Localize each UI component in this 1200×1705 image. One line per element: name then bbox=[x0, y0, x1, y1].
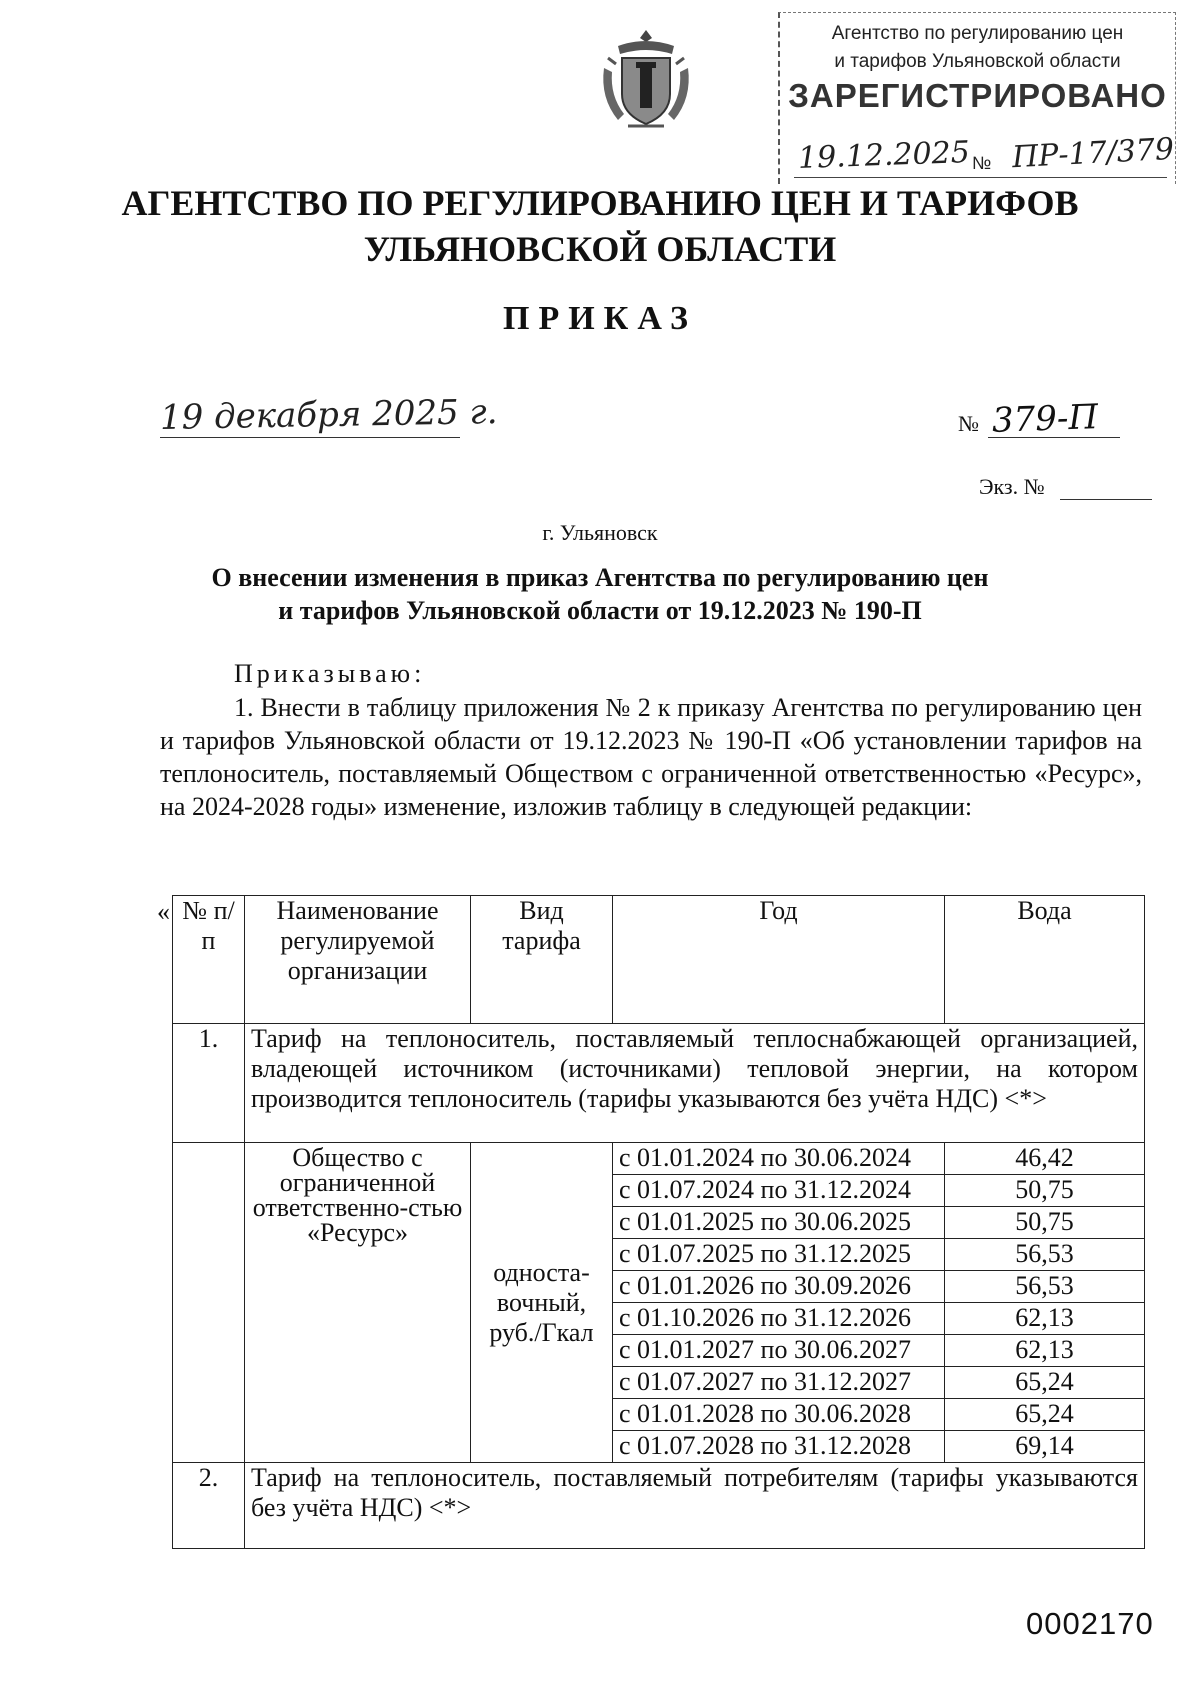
section-1-row bbox=[173, 1024, 1145, 1143]
value-cell: 50,75 bbox=[945, 1175, 1145, 1207]
copy-number-label: Экз. № bbox=[979, 474, 1045, 499]
section-1-text: Тариф на теплоноситель, поставляемый теплоснабжающей организацией, владеющей источником (источниками) тепловой энергии, на котором производится теплоноситель (тарифы указываются без учёта НДС) <*> bbox=[245, 1024, 1145, 1143]
handwritten-date: 19 декабря 2025 г. bbox=[159, 392, 498, 438]
value-cell: 56,53 bbox=[945, 1239, 1145, 1271]
document-serial-number: 0002170 bbox=[1026, 1606, 1154, 1641]
stamp-no-label: № bbox=[972, 153, 992, 173]
header-tariff-type: Вид тарифа bbox=[471, 896, 613, 1024]
body-paragraph bbox=[160, 691, 1142, 823]
stamp-underline bbox=[794, 177, 1167, 178]
section-2-num: 2. bbox=[173, 1463, 245, 1549]
table-open-quote: « bbox=[157, 897, 170, 926]
order-number-label: № bbox=[958, 411, 979, 436]
order-subject bbox=[0, 561, 1200, 627]
header-org: Наименование регулируемой организации bbox=[245, 896, 471, 1024]
section-1-num: 1. bbox=[173, 1024, 245, 1143]
registration-stamp bbox=[778, 12, 1176, 184]
coat-of-arms-emblem bbox=[598, 28, 694, 130]
agency-line2: УЛЬЯНОВСКОЙ ОБЛАСТИ bbox=[363, 229, 837, 269]
subject-line2: и тарифов Ульяновской области от 19.12.2023 № 190-П bbox=[278, 596, 922, 625]
period-cell: с 01.01.2024 по 30.06.2024 bbox=[613, 1143, 945, 1175]
period-cell: с 01.10.2026 по 31.12.2026 bbox=[613, 1303, 945, 1335]
period-cell: с 01.01.2026 по 30.09.2026 bbox=[613, 1271, 945, 1303]
number-underline bbox=[988, 437, 1120, 438]
stamp-agency-line1: Агентство по регулированию цен bbox=[831, 23, 1124, 44]
agency-heading bbox=[0, 180, 1200, 272]
period-cell: с 01.01.2027 по 30.06.2027 bbox=[613, 1335, 945, 1367]
order-word: Приказываю: bbox=[234, 659, 426, 688]
value-cell: 65,24 bbox=[945, 1399, 1145, 1431]
empty-num-cell bbox=[173, 1143, 245, 1463]
stamp-agency-line2: и тарифов Ульяновской области bbox=[834, 51, 1121, 72]
header-year: Год bbox=[613, 896, 945, 1024]
stamp-reg-number: ПР-17/379 bbox=[1011, 131, 1175, 176]
period-cell: с 01.01.2025 по 30.06.2025 bbox=[613, 1207, 945, 1239]
value-cell: 62,13 bbox=[945, 1303, 1145, 1335]
agency-line1: АГЕНТСТВО ПО РЕГУЛИРОВАНИЮ ЦЕН И ТАРИФОВ bbox=[121, 183, 1079, 223]
header-water: Вода bbox=[945, 896, 1145, 1024]
stamp-date: 19.12.2025 bbox=[797, 135, 971, 176]
value-cell: 62,13 bbox=[945, 1335, 1145, 1367]
value-cell: 69,14 bbox=[945, 1431, 1145, 1463]
city: г. Ульяновск bbox=[542, 520, 658, 545]
document-type: ПРИКАЗ bbox=[503, 300, 697, 337]
table-header-row bbox=[173, 896, 1145, 1024]
period-cell: с 01.01.2028 по 30.06.2028 bbox=[613, 1399, 945, 1431]
value-cell: 56,53 bbox=[945, 1271, 1145, 1303]
period-cell: с 01.07.2028 по 31.12.2028 bbox=[613, 1431, 945, 1463]
org-name-cell: Общество с ограниченной ответственно-стью «Ресурс» bbox=[245, 1143, 471, 1463]
tariff-kind-cell: односта-вочный, руб./Гкал bbox=[471, 1143, 613, 1463]
header-num: № п/п bbox=[173, 896, 245, 1024]
paragraph-1: 1. Внести в таблицу приложения № 2 к приказу Агентства по регулированию цен и тарифов Ульяновской области от 19.12.2023 № 190-П «Об установлении тарифов на теплоноситель, поставляемый Обществом с ограниченной ответственностью «Ресурс», на 2024-2028 годы» изменение, изложив таблицу в следующей редакции: bbox=[160, 693, 1142, 821]
value-cell: 46,42 bbox=[945, 1143, 1145, 1175]
stamp-status: ЗАРЕГИСТРИРОВАНО bbox=[788, 77, 1167, 114]
value-cell: 65,24 bbox=[945, 1367, 1145, 1399]
period-cell: с 01.07.2027 по 31.12.2027 bbox=[613, 1367, 945, 1399]
table-row bbox=[173, 1143, 1145, 1175]
period-cell: с 01.07.2025 по 31.12.2025 bbox=[613, 1239, 945, 1271]
period-cell: с 01.07.2024 по 31.12.2024 bbox=[613, 1175, 945, 1207]
handwritten-order-number: 379-П bbox=[991, 397, 1099, 441]
section-2-row bbox=[173, 1463, 1145, 1549]
subject-line1: О внесении изменения в приказ Агентства по регулированию цен bbox=[211, 563, 989, 592]
date-underline bbox=[160, 437, 460, 438]
tariff-table bbox=[172, 895, 1145, 1549]
section-2-text: Тариф на теплоноситель, поставляемый потребителям (тарифы указываются без учёта НДС) <*> bbox=[245, 1463, 1145, 1549]
copy-number-line bbox=[1060, 499, 1152, 500]
value-cell: 50,75 bbox=[945, 1207, 1145, 1239]
